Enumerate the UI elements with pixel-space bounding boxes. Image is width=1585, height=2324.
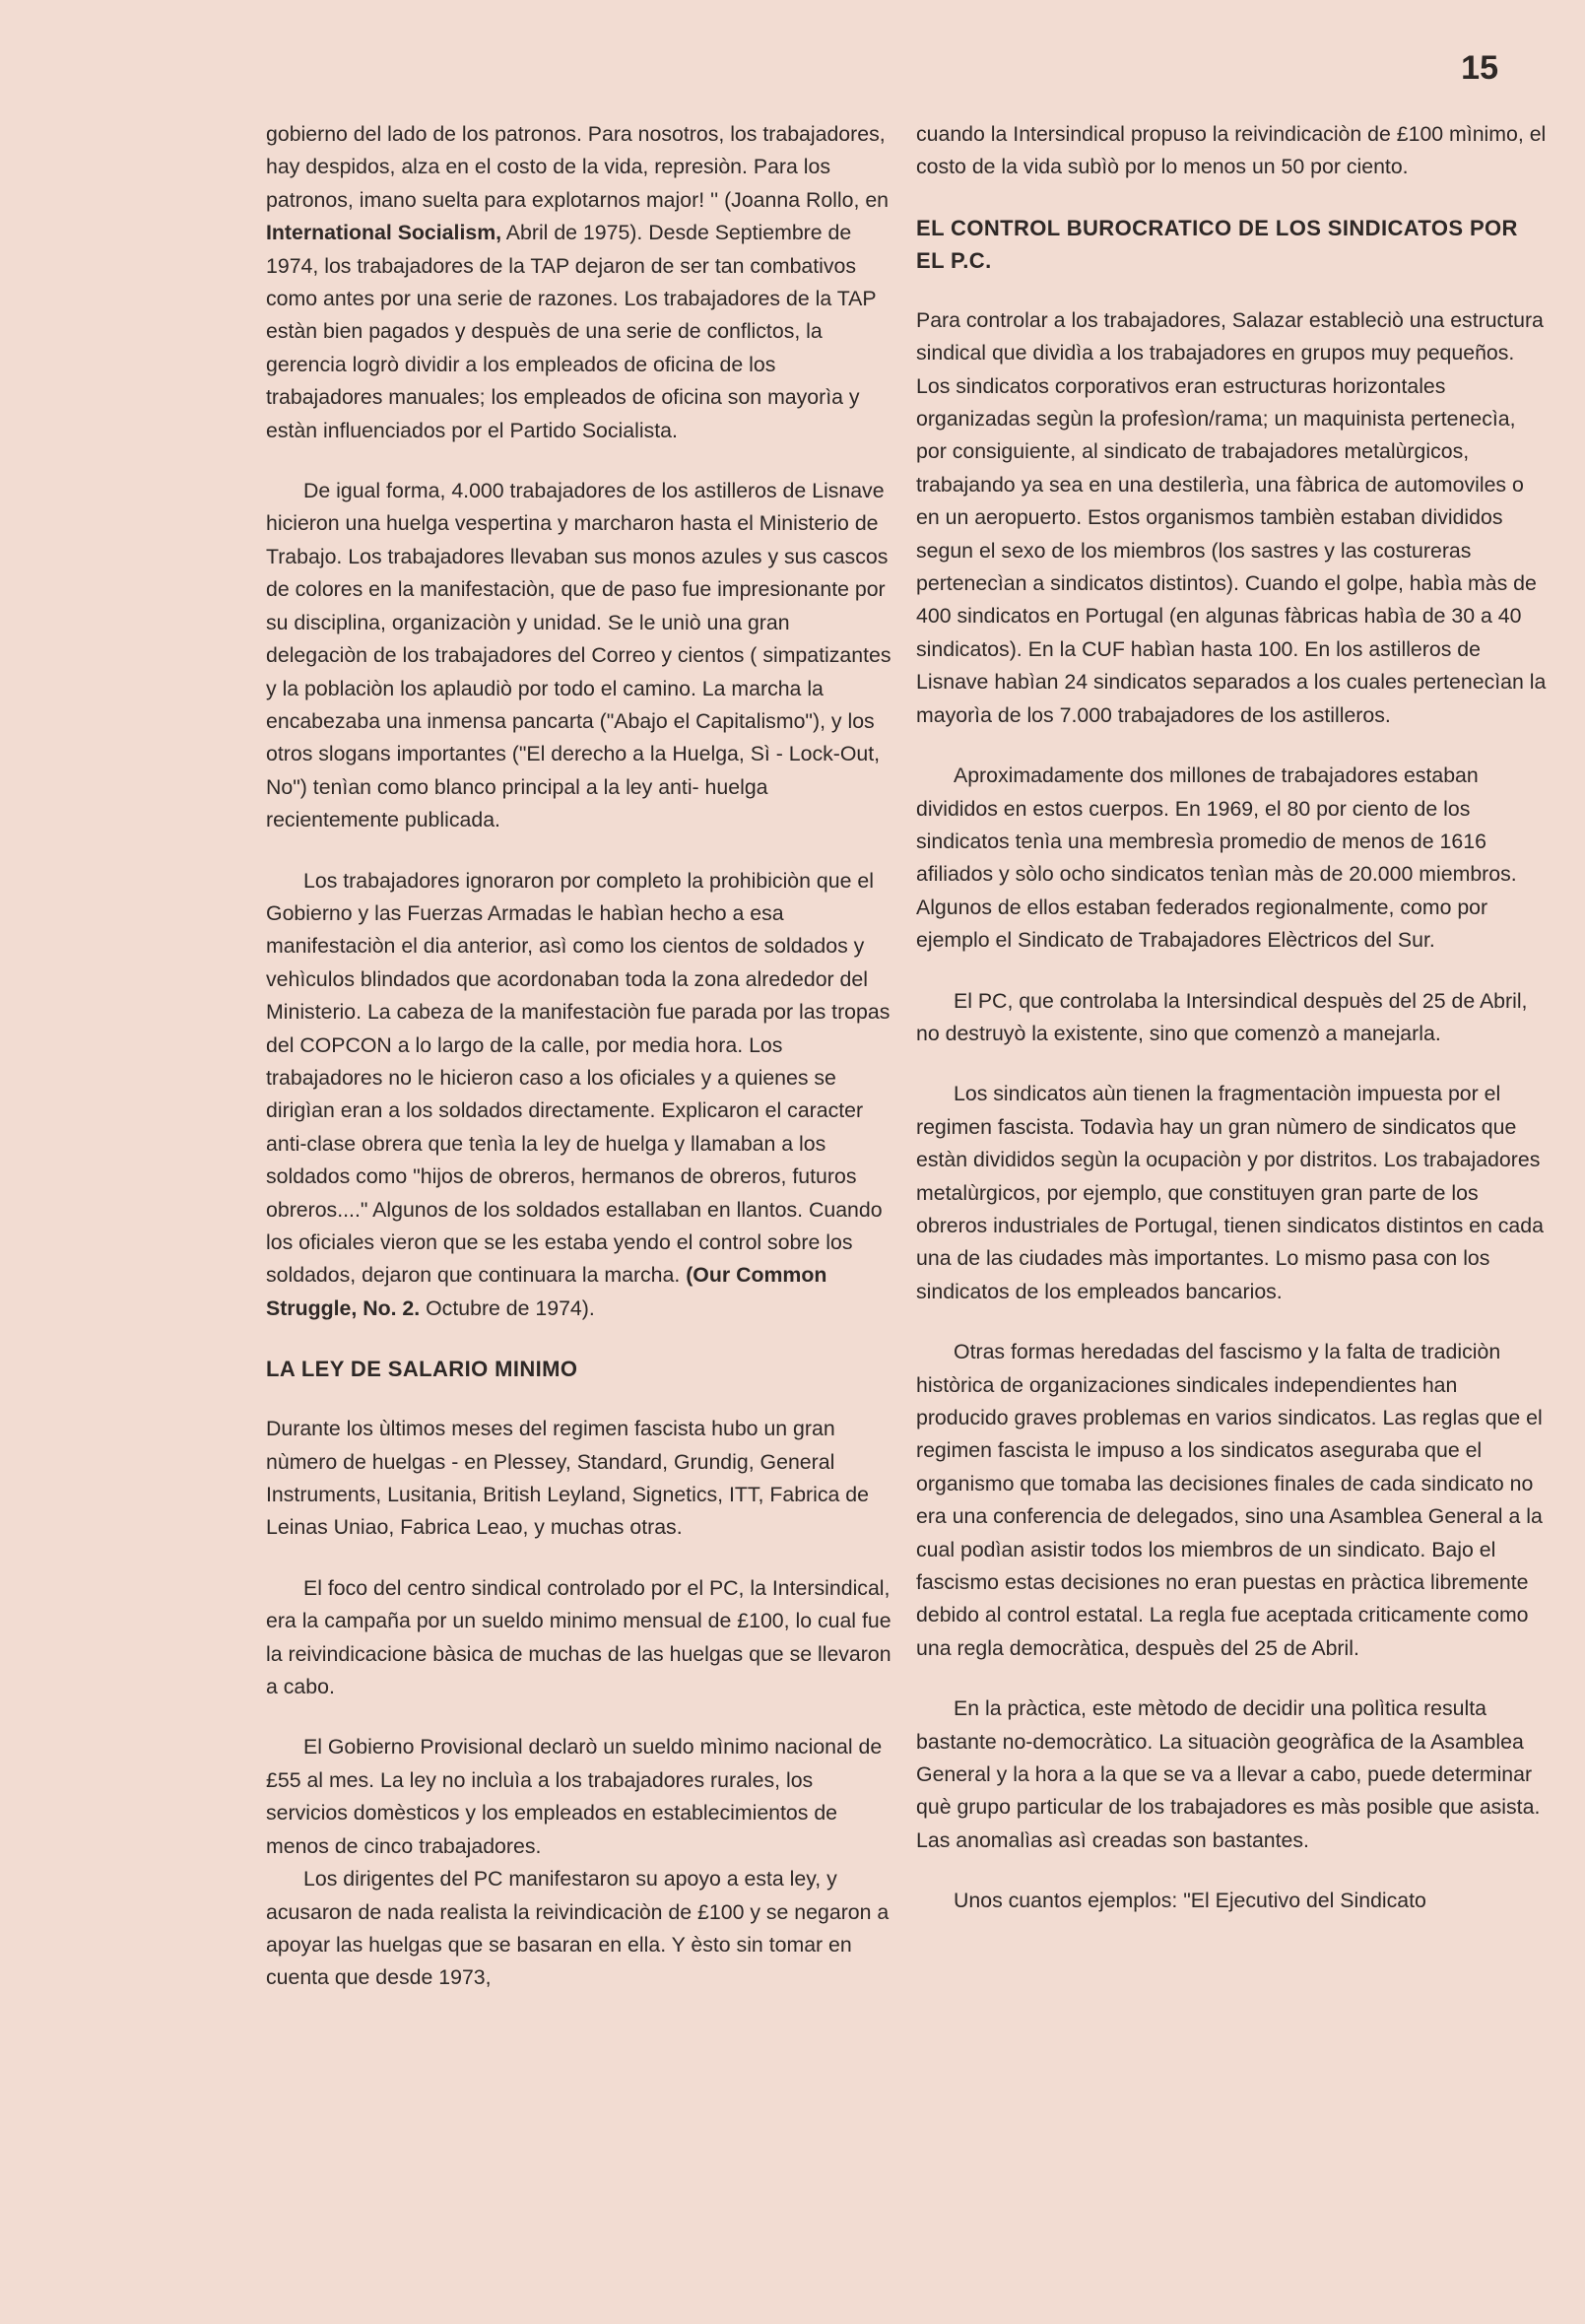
section-heading-bureaucratic-control: EL CONTROL BUROCRATICO DE LOS SINDICATOS POR EL P.C. — [916, 215, 1518, 273]
paragraph-fragmentation: Los sindicatos aùn tienen la fragmentaciòn impuesta por el regimen fascista. Todavìa hay un gran nùmero de sindicatos que estàn divididos segùn la ocupaciòn y por distritos. Los trabajadores metalùrgicos, por ejemplo, que constituyen gran parte de los obreros industriales de Portugal, tienen sindicatos distintos en cada una de las ciudades màs importantes. Lo mismo pasa con los sindicatos de los empleados bancarios. — [916, 1082, 1544, 1303]
left-column — [266, 118, 896, 2023]
paragraph-copcon-soldiers — [266, 865, 896, 1326]
source-citation: (Our Common Struggle, No. 2. — [266, 1263, 827, 1320]
paragraph-cost-of-living: cuando la Intersindical propuso la reivindicaciòn de £100 mìnimo, el costo de la vida subìò por lo menos un 50 por ciento. — [916, 122, 1547, 179]
paragraph-strikes: Durante los ùltimos meses del regimen fascista hubo un gran nùmero de huelgas - en Plessey, Standard, Grundig, General Instruments, Lusitania, British Leyland, Signetics, ITT, Fabrica de Leinas Uniao, Fabrica Leao, y muchas otras. — [266, 1417, 869, 1540]
paragraph-text: Abril de 1975). Desde Septiembre de 1974, los trabajadores de la TAP dejaron de ser tan combativos como antes por una serie de razones. Los trabajadores de la TAP estàn bien pagados y despuès de una serie de conflictos, la gerencia logrò dividir a los empleados de oficina de los trabajadores manuales; los empleados de oficina son mayorìa y estàn influenciados por el Partido Socialista. — [266, 221, 877, 442]
right-column — [916, 118, 1552, 1946]
paragraph-text: Octubre de 1974). — [420, 1295, 595, 1320]
paragraph-salazar-structure: Para controlar a los trabajadores, Salazar estableciò una estructura sindical que dividìa a los trabajadores en grupos muy pequeños. Los sindicatos corporativos eran estructuras horizontales organizadas segùn la profesìon/rama; un maquinista pertenecìa, por consiguiente, al sindicato de trabajadores metalùrgicos, trabajando ya sea en una destilerìa, una fàbrica de automoviles o en un aeropuerto. Estos organismos tambièn estaban divididos segun el sexo de los miembros (los sastres y las costureras pertenecìan a sindicatos distintos). Cuando el golpe, habìa màs de 400 sindicatos en Portugal (en algunas fàbricas habìa de 30 a 40 sindicatos). En la CUF habìan hasta 100. En los astilleros de Lisnave habìan 24 sindicatos separados a los cuales pertenecìan la mayorìa de los 7.000 trabajadores de los astilleros. — [916, 307, 1547, 727]
paragraph-intersindical-campaign: El foco del centro sindical controlado por el PC, la Intersindical, era la campaña por un sueldo minimo mensual de £100, lo cual fue la reivindicacione bàsica de muchas de las huelgas que se llevaron a cabo. — [266, 1575, 892, 1699]
paragraph-tap-workers — [266, 118, 896, 447]
paragraph-in-practice: En la pràctica, este mètodo de decidir una polìtica resulta bastante no-democràtico. La situaciòn geogràfica de la Asamblea General y la hora a la que se va a llevar a cabo, puede determinar què grupo particular de los trabajadores es màs posible que asista. Las anomalìas asì creadas son bastantes. — [916, 1696, 1541, 1852]
paragraph-two-million-workers: Aproximadamente dos millones de trabajadores estaban divididos en estos cuerpos. En 1969, el 80 por ciento de los sindicatos tenìa una membresìa promedio de menos de 1616 afiliados y sòlo ocho sindicatos tenìan màs de 20.000 miembros. Algunos de ellos estaban federados regionalmente, como por ejemplo el Sindicato de Trabajadores Elèctricos del Sur. — [916, 764, 1517, 953]
section-heading-minimum-wage: LA LEY DE SALARIO MINIMO — [266, 1357, 578, 1382]
source-citation: International Socialism, — [266, 221, 502, 245]
paragraph-provisional-government: El Gobierno Provisional declarò un sueldo mìnimo nacional de £55 al mes. La ley no incluìa a los trabajadores rurales, los servicios domèsticos y los empleados en establecimientos de menos de cinco trabajadores. — [266, 1735, 883, 1858]
paragraph-lisnave-march: De igual forma, 4.000 trabajadores de los astilleros de Lisnave hicieron una huelga vespertina y marcharon hasta el Ministerio de Trabajo. Los trabajadores llevaban sus monos azules y sus cascos de colores en la manifestaciòn, que de paso fue impresionante por su disciplina, organizaciòn y unidad. Se le uniò una gran delegaciòn de los trabajadores del Correo y cientos ( simpatizantes y la poblaciòn los aplaudiò por todo el camino. La marcha la encabezaba una inmensa pancarta ("Abajo el Capitalismo"), y los otros slogans importantes ("El derecho a la Huelga, Sì - Lock-Out, No") tenìan como blanco principal a la ley anti- huelga recientemente publicada. — [266, 479, 892, 832]
paragraph-fascist-rules: Otras formas heredadas del fascismo y la falta de tradiciòn històrica de organizaciones sindicales independientes han producido graves problemas en varios sindicatos. Las reglas que el regimen fascista le impuso a los sindicatos aseguraba que el organismo que tomaba las decisiones finales de cada sindicato no era una conferencia de delegados, sino una Asamblea General a la cual podìan asistir todos los miembros de un sindicato. Bajo el fascismo estas decisiones no eran puestas en pràctica libremente debido al control estatal. La regla fue aceptada criticamente como una regla democràtica, despuès del 25 de Abril. — [916, 1340, 1543, 1660]
paragraph-pc-intersindical: El PC, que controlaba la Intersindical despuès del 25 de Abril, no destruyò la existente, sino que comenzò a manejarla. — [916, 988, 1528, 1045]
paragraph-text: Los trabajadores ignoraron por completo la prohibiciòn que el Gobierno y las Fuerzas Armadas le habìan hecho a esa manifestaciòn el dia anterior, asì como los cientos de soldados y vehìculos blindados que acordonaban toda la zona alrededor del Ministerio. La cabeza de la manifestaciòn fue parada por las tropas del COPCON a lo largo de la calle, por media hora. Los trabajadores no le hicieron caso a los oficiales y a quienes se dirigìan eran a los soldados directamente. Explicaron el caracter anti-clase obrera que tenìa la ley de huelga y llamaban a los soldados como "hijos de obreros, hermanos de obreros, futuros obreros...." Algunos de los soldados estallaban en llantos. Cuando los oficiales vieron que se les estaba yendo el control sobre los soldados, dejaron que continuara la marcha. — [266, 868, 891, 1288]
paragraph-text: gobierno del lado de los patronos. Para nosotros, los trabajadores, hay despidos, alza en el costo de la vida, represiòn. Para los patronos, imano suelta para explotarnos major! '' (Joanna Rollo, en — [266, 122, 890, 212]
page-number: 15 — [1461, 49, 1498, 87]
paragraph-examples: Unos cuantos ejemplos: "El Ejecutivo del Sindicato — [954, 1889, 1426, 1913]
paragraph-pc-leaders: Los dirigentes del PC manifestaron su apoyo a esta ley, y acusaron de nada realista la reivindicaciòn de £100 y se negaron a apoyar las huelgas que se basaran en ella. Y èsto sin tomar en cuenta que desde 1973, — [266, 1867, 890, 1990]
